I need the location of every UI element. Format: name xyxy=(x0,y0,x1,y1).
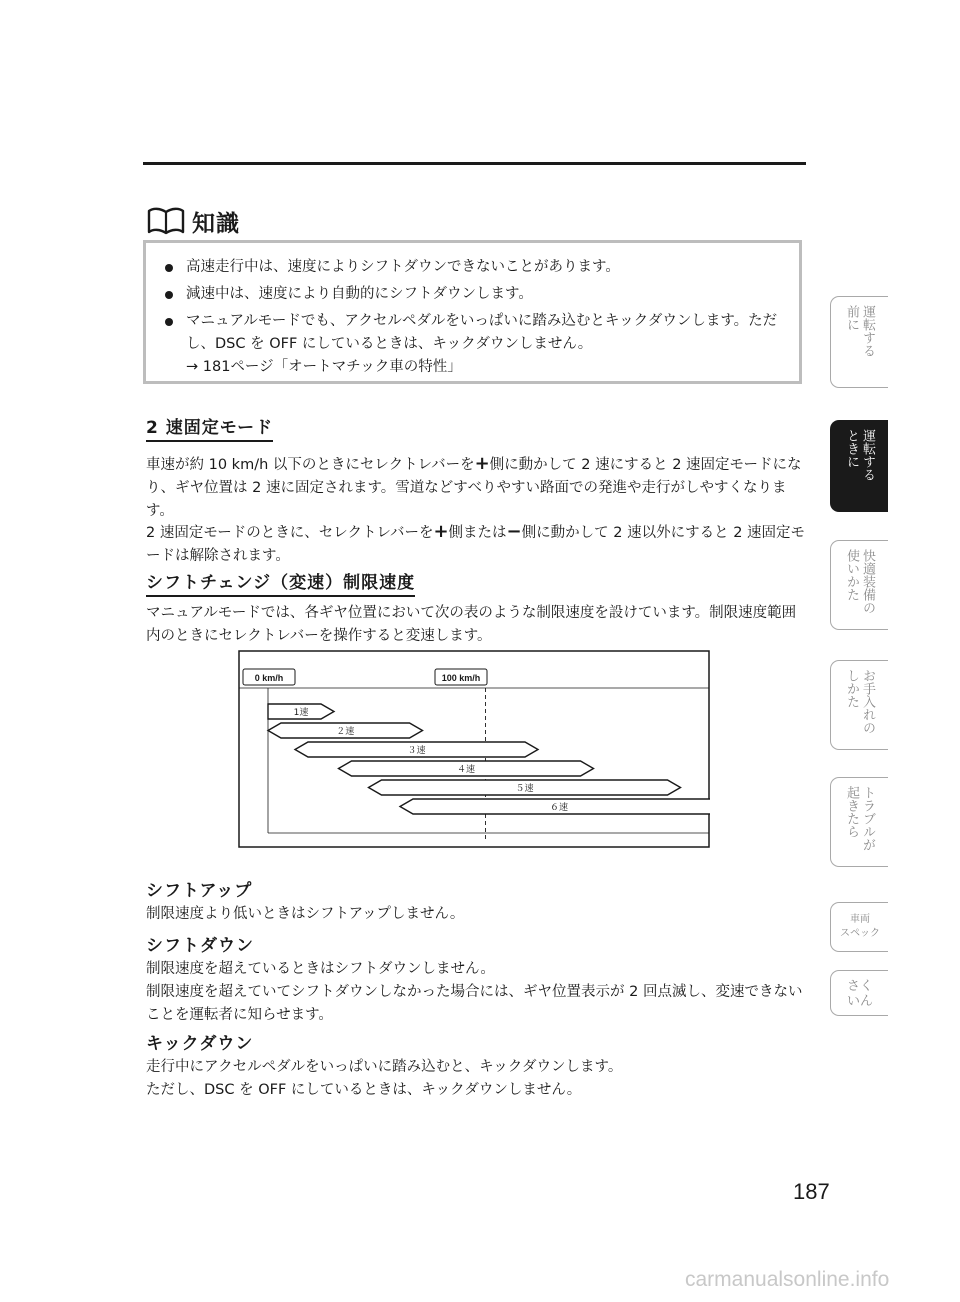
second-gear-para-1: 車速が約 10 km/h 以下のときにセレクトレバーを+側に動かして 2 速にすると 2 速固定モードになり、ギヤ位置は 2 速に固定されます。雪道などすべりやすい路面での発進や走行がしやすくなります。 xyxy=(146,453,802,519)
plus-symbol: + xyxy=(474,453,490,474)
axis-label: 0 km/h xyxy=(254,673,284,683)
second-gear-heading: 2 速固定モード xyxy=(146,417,273,442)
knowledge-box xyxy=(143,240,802,384)
second-gear-para-2: 2 速固定モードのときに、セレクトレバーを+側または−側に動かして 2 速以外にすると 2 速固定モードは解除されます。 xyxy=(146,521,806,564)
watermark: carmanualsonline.info xyxy=(685,1268,890,1291)
kickdown-text-2: ただし、DSC を OFF にしているときは、キックダウンしません。 xyxy=(146,1082,582,1098)
knowledge-item: マニュアルモードでも、アクセルペダルをいっぱいに踏み込むとキックダウンします。ただし、DSC を OFF にしているときは、キックダウンしません。 xyxy=(164,310,785,356)
top-rule xyxy=(143,162,806,165)
gear-label: ５速 xyxy=(515,784,534,794)
knowledge-item: 高速走行中は、速度によりシフトダウンできないことがあります。 xyxy=(164,256,785,279)
gear-label: ６速 xyxy=(549,803,569,813)
shift-down-text-1: 制限速度を超えているときはシフトダウンしません。 xyxy=(146,961,495,977)
shift-change-para: マニュアルモードでは、各ギヤ位置において次の表のような制限速度を設けています。制限速度範囲内のときにセレクトレバーを操作すると変速します。 xyxy=(146,605,797,644)
book-icon xyxy=(146,206,186,236)
gear-label: 1速 xyxy=(293,708,309,718)
plus-symbol: + xyxy=(433,521,449,542)
tab-trouble[interactable]: トラブルが 起きたら xyxy=(830,777,888,867)
tab-index[interactable]: さく いん xyxy=(830,970,888,1016)
tab-before-driving[interactable]: 運転する 前に xyxy=(830,296,888,388)
kickdown-heading: キックダウン xyxy=(146,1034,254,1054)
shift-down-text-2: 制限速度を超えていてシフトダウンしなかった場合には、ギヤ位置表示が 2 回点滅し、変速できないことを運転者に知らせます。 xyxy=(146,984,803,1023)
kickdown-text-1: 走行中にアクセルペダルをいっぱいに踏み込むと、キックダウンします。 xyxy=(146,1059,623,1075)
knowledge-item: 減速中は、速度により自動的にシフトダウンします。 xyxy=(164,283,785,306)
shift-down-heading: シフトダウン xyxy=(146,936,254,956)
knowledge-header xyxy=(146,204,240,238)
tab-care[interactable]: お手入れの しかた xyxy=(830,660,888,750)
shift-up-text: 制限速度より低いときはシフトアップしません。 xyxy=(146,906,465,922)
shift-up-heading: シフトアップ xyxy=(146,881,253,901)
tab-equipment[interactable]: 快適装備の 使いかた xyxy=(830,540,888,630)
shift-change-heading: シフトチェンジ（変速）制限速度 xyxy=(146,572,415,597)
tab-when-driving[interactable]: 運転する ときに xyxy=(830,420,888,512)
knowledge-reference: → 181ページ「オートマチック車の特性」 xyxy=(186,359,462,375)
minus-symbol: − xyxy=(506,521,522,542)
page-number: 187 xyxy=(793,1179,830,1204)
knowledge-title: 知識 xyxy=(192,210,240,237)
gear-label: ２速 xyxy=(336,727,355,737)
axis-label: 100 km/h xyxy=(441,673,481,683)
tab-specs[interactable]: 車両 スペック xyxy=(830,902,888,952)
gear-label: ３速 xyxy=(407,746,426,756)
gear-label: ４速 xyxy=(456,765,476,775)
gear-speed-limit-diagram xyxy=(238,650,710,848)
